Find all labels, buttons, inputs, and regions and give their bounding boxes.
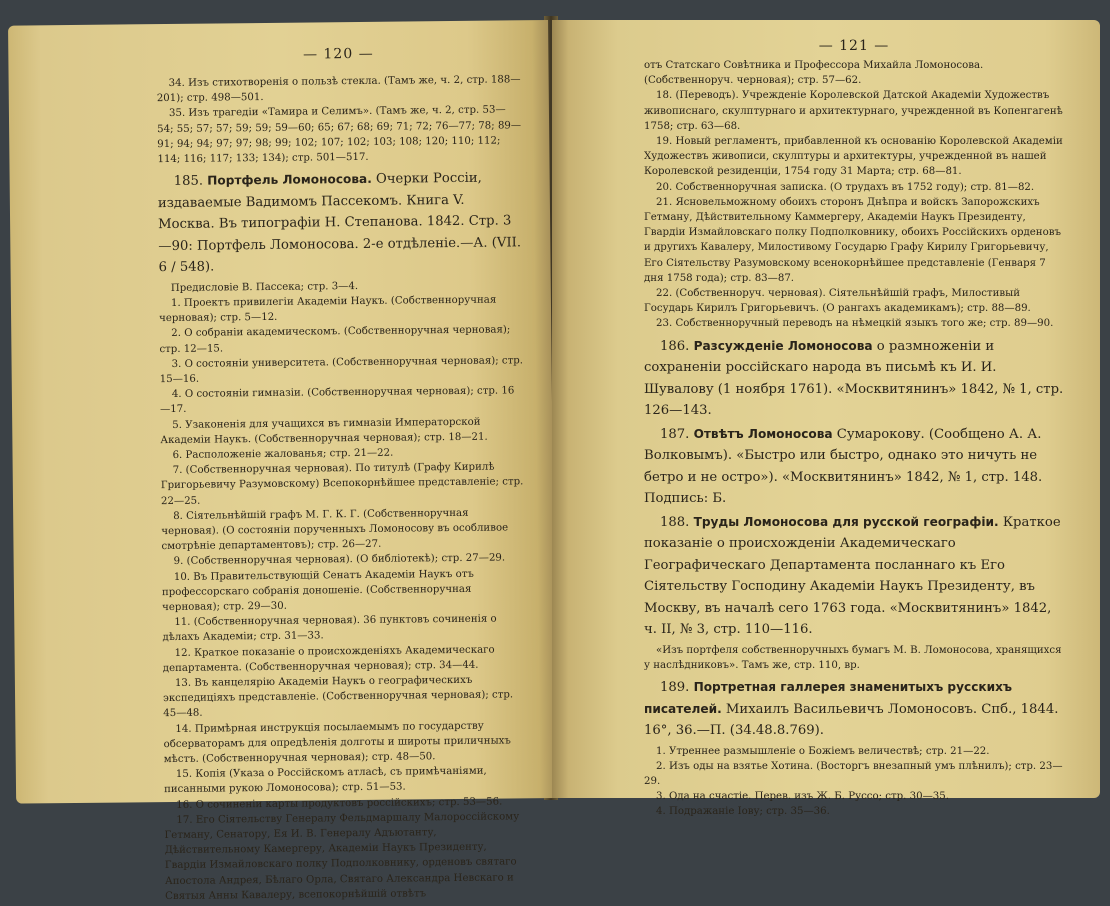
list-item: Предисловіе В. Пассека; стр. 3—4. (170, 280, 359, 294)
list-item: 23. Собственноручный переводъ на нѣмецкій языкъ того же; стр. 89—90. (656, 318, 1054, 330)
list-item: 1. Утреннее размышленіе о Божіемъ величествѣ; стр. 21—22. (656, 745, 990, 757)
list-item: 21. Ясновельможному обоихъ сторонъ Днѣпра и войскъ Запорожскихъ Гетману, Дѣйствительному Каммергеру, Академіи Наукъ Президенту, Гвардіи Измайловскаго полку Подполковнику, обоихъ Россійскихъ орденовъ и другихъ Кавалеру, Милостивому Государю Графу Кирилу Григорьевичу, Его Сіятельству Разумовскому всенокорнѣйшее представленіе (Генваря 7 дня 1758 года); стр. 83—87. (644, 196, 1061, 284)
list-item: 10. Въ Правительствующій Сенатъ Академіи Наукъ отъ профессорскаго собранія доношеніе. (Собственноручная черновая); стр. 29—30. (161, 568, 474, 614)
entry-189-number: 189. (660, 680, 690, 696)
list-item: 14. Примѣрная инструкція посылаемымъ по государству обсерваторамъ для опредѣленія долготы и широты приличныхъ мѣстъ. (Собственноручная черновая); стр. 48—50. (163, 720, 511, 766)
entry-189 (644, 677, 1064, 742)
page-number-left: — 120 — (302, 45, 374, 63)
list-item: 13. Въ канцелярію Академіи Наукъ о географическихъ экспедиціяхъ представленіе. (Собственноручная черновая); стр. 45—48. (163, 674, 514, 720)
item-34: 34. Изъ стихотворенія о пользѣ стекла. (Тамъ же, ч. 2, стр. 188—201); стр. 498—501. (156, 74, 521, 105)
list-item: 9. (Собственноручная черновая). (О библіотекѣ); стр. 27—29. (173, 552, 506, 568)
list-item: 18. (Переводъ). Учрежденіе Королевской Датской Академіи Художествъ живописнаго, скулптурнаго и архитектурнаго, учрежденной въ Копенгагенѣ 1758; стр. 63—68. (644, 90, 1063, 132)
page-number-right: — 121 — (818, 38, 890, 54)
entry-185-contents (159, 277, 530, 904)
list-item: 5. Узаконенія для учащихся въ гимназіи Императорской Академіи Наукъ. (Собственноручная черновая); стр. 18—21. (160, 416, 488, 446)
list-item: отъ Статскаго Совѣтника и Профессора Михайла Ломоносова. (Собственноруч. черновая); стр. 57—62. (644, 60, 984, 87)
list-item: 3. Ода на счастіе. Перев. изъ Ж. Б. Руссо; стр. 30—35. (656, 791, 950, 803)
list-item: 19. Новый регламентъ, прибавленной къ основанію Королевской Академіи Художествъ живописи, скулптуры и архитектуры, учрежденной въ нашей Королевской резиденціи, 1754 году 31 Марта; стр. 68—81. (644, 136, 1063, 178)
entry-186-heading: Разсужденіе Ломоносова (693, 338, 873, 353)
list-item: 4. Подражаніе Іову; стр. 35—36. (656, 806, 830, 818)
list-item: 4. О состояніи гимназіи. (Собственноручная черновая); стр. 16—17. (160, 385, 515, 416)
entry-187-number: 187. (660, 426, 690, 442)
entry-186-text: о размноженіи и сохраненіи россійскаго народа въ письмѣ къ И. И. Шувалову (1 ноября 1761). «Москвитянинъ» 1842, № 1, стр. 126—143. (644, 338, 1064, 419)
entry-188-heading: Труды Ломоносова для русской географіи. (693, 514, 999, 529)
entry-188-number: 188. (660, 514, 690, 530)
list-item: 2. Изъ оды на взятье Хотина. (Восторгъ внезапный умъ плѣнилъ); стр. 23—29. (644, 760, 1063, 787)
entry-185-text: Очерки Россіи, издаваемые Вадимомъ Пассекомъ. Книга V. Москва. Въ типографіи Н. Степанова. 1842. Стр. 3—90: Портфель Ломоносова. 2-е отдѣленіе.—А. (VII. 6 / 548). (157, 170, 522, 276)
entry-186-number: 186. (660, 338, 690, 354)
list-item: 6. Расположеніе жалованья; стр. 21—22. (172, 447, 394, 461)
list-item: 12. Краткое показаніе о происхожденіяхъ Академическаго департамента. (Собственноручная черновая); стр. 34—44. (162, 644, 495, 674)
entry-185-heading: Портфель Ломоносова. (207, 172, 372, 188)
left-page (8, 20, 556, 902)
list-item: 3. О состояніи университета. (Собственноручная черновая); стр. 15—16. (159, 355, 524, 386)
entry-188 (644, 512, 1064, 641)
entry-185-number: 185. (173, 173, 204, 190)
item-35: 35. Изъ трагедіи «Тамира и Селимъ». (Тамъ же, ч. 2, стр. 53—54; 55; 57; 57; 59; 59; 59—60; 65; 67; 68; 69; 71; 72; 76—77; 78; 89—91; 94; 94; 97; 97; 98; 99; 102; 107; 102; 103; 108; 120; 110; 112; 114; 116; 117; 133; 134); стр. 501—517. (157, 104, 522, 166)
right-page (552, 20, 1100, 818)
entry-187-text: Сумарокову. (Сообщено А. А. Волковымъ). «Быстро или быстро, однако это ничуть не бетро и не остро»). «Москвитянинъ» 1842, № 1, стр. 148. Подпись: Б. (644, 426, 1043, 507)
entry-189-heading: Портретная галлерея знаменитыхъ русскихъ писателей. (644, 680, 1013, 716)
entry-187 (644, 424, 1064, 510)
list-item: 7. (Собственноручная черновая). По титулѣ (Графу Кирилѣ Григорьевичу Разумовскому) Всепокорнѣйшее представленіе; стр. 22—25. (160, 461, 524, 507)
entry-188-note (644, 643, 1064, 673)
list-item: 8. Сіятельнѣйшій графъ М. Г. К. Г. (Собственноручная черновая). (О состояніи порученныхъ Ломоносову въ особливое смотрѣніе департаментовъ); стр. 26—27. (161, 507, 509, 553)
left-top-items (157, 72, 522, 167)
list-item: 17. Его Сіятельству Генералу Фельдмаршалу Малороссійскому Гетману, Сенатору, Ея И. В. Генералу Адъютанту, Дѣйствительному Камергеру, Академіи Наукъ Президенту, Гвардіи Измайловскаго полку Подполковнику, орденовъ святаго Апостола Андрея, Бѣлаго Орла, Святаго Александра Невскаго и Святыя Анны Кавалеру, всепокорнѣйшій отвѣтъ (164, 811, 520, 902)
entry-189-text: Михаилъ Васильевичъ Ломоносовъ. Спб., 1844. 16°, 36.—П. (34.48.8.769). (644, 701, 1059, 739)
right-top-items (644, 58, 1064, 332)
entry-187-heading: Отвѣтъ Ломоносова (693, 426, 833, 441)
entry-188-text: Краткое показаніе о происхожденіи Академическаго Географическаго Департамента посланнаго къ Его Сіятельству Господину Академіи Наукъ Президенту, въ Москву, въ началѣ сего 1763 года. «Москвитянинъ» 1842, ч. II, № 3, стр. 110—116. (644, 514, 1061, 638)
list-item: 1. Проектъ привилегіи Академіи Наукъ. (Собственноручная черновая); стр. 5—12. (159, 294, 497, 325)
list-item: 15. Копія (Указа о Россійскомъ атласѣ, съ примѣчаніями, писанными рукою Ломоносова); стр. 51—53. (163, 765, 487, 796)
entry-185 (158, 168, 523, 279)
note: «Изъ портфеля собственноручныхъ бумагъ М. В. Ломоносова, хранящихся у наслѣдниковъ». Тамъ же, стр. 110, вр. (644, 644, 1062, 671)
list-item: 2. О собраніи академическомъ. (Собственноручная черновая); стр. 12—15. (159, 324, 511, 355)
list-item: 11. (Собственноручная черновая). 36 пунктовъ сочиненія о дѣлахъ Академіи; стр. 31—33. (162, 613, 497, 644)
entry-186 (644, 336, 1064, 422)
entry-189-contents (644, 744, 1064, 820)
list-item: 16. О сочиненіи карты продуктовъ россійскихъ; стр. 53—56. (176, 796, 503, 811)
list-item: 22. (Собственноруч. черновая). Сіятельнѣйшій графъ, Милостивый Государь Кирилъ Григорьевичъ. (О рангахъ академикамъ); стр. 88—89. (644, 288, 1031, 315)
list-item: 20. Собственноручная записка. (О трудахъ въ 1752 году); стр. 81—82. (656, 181, 1035, 193)
